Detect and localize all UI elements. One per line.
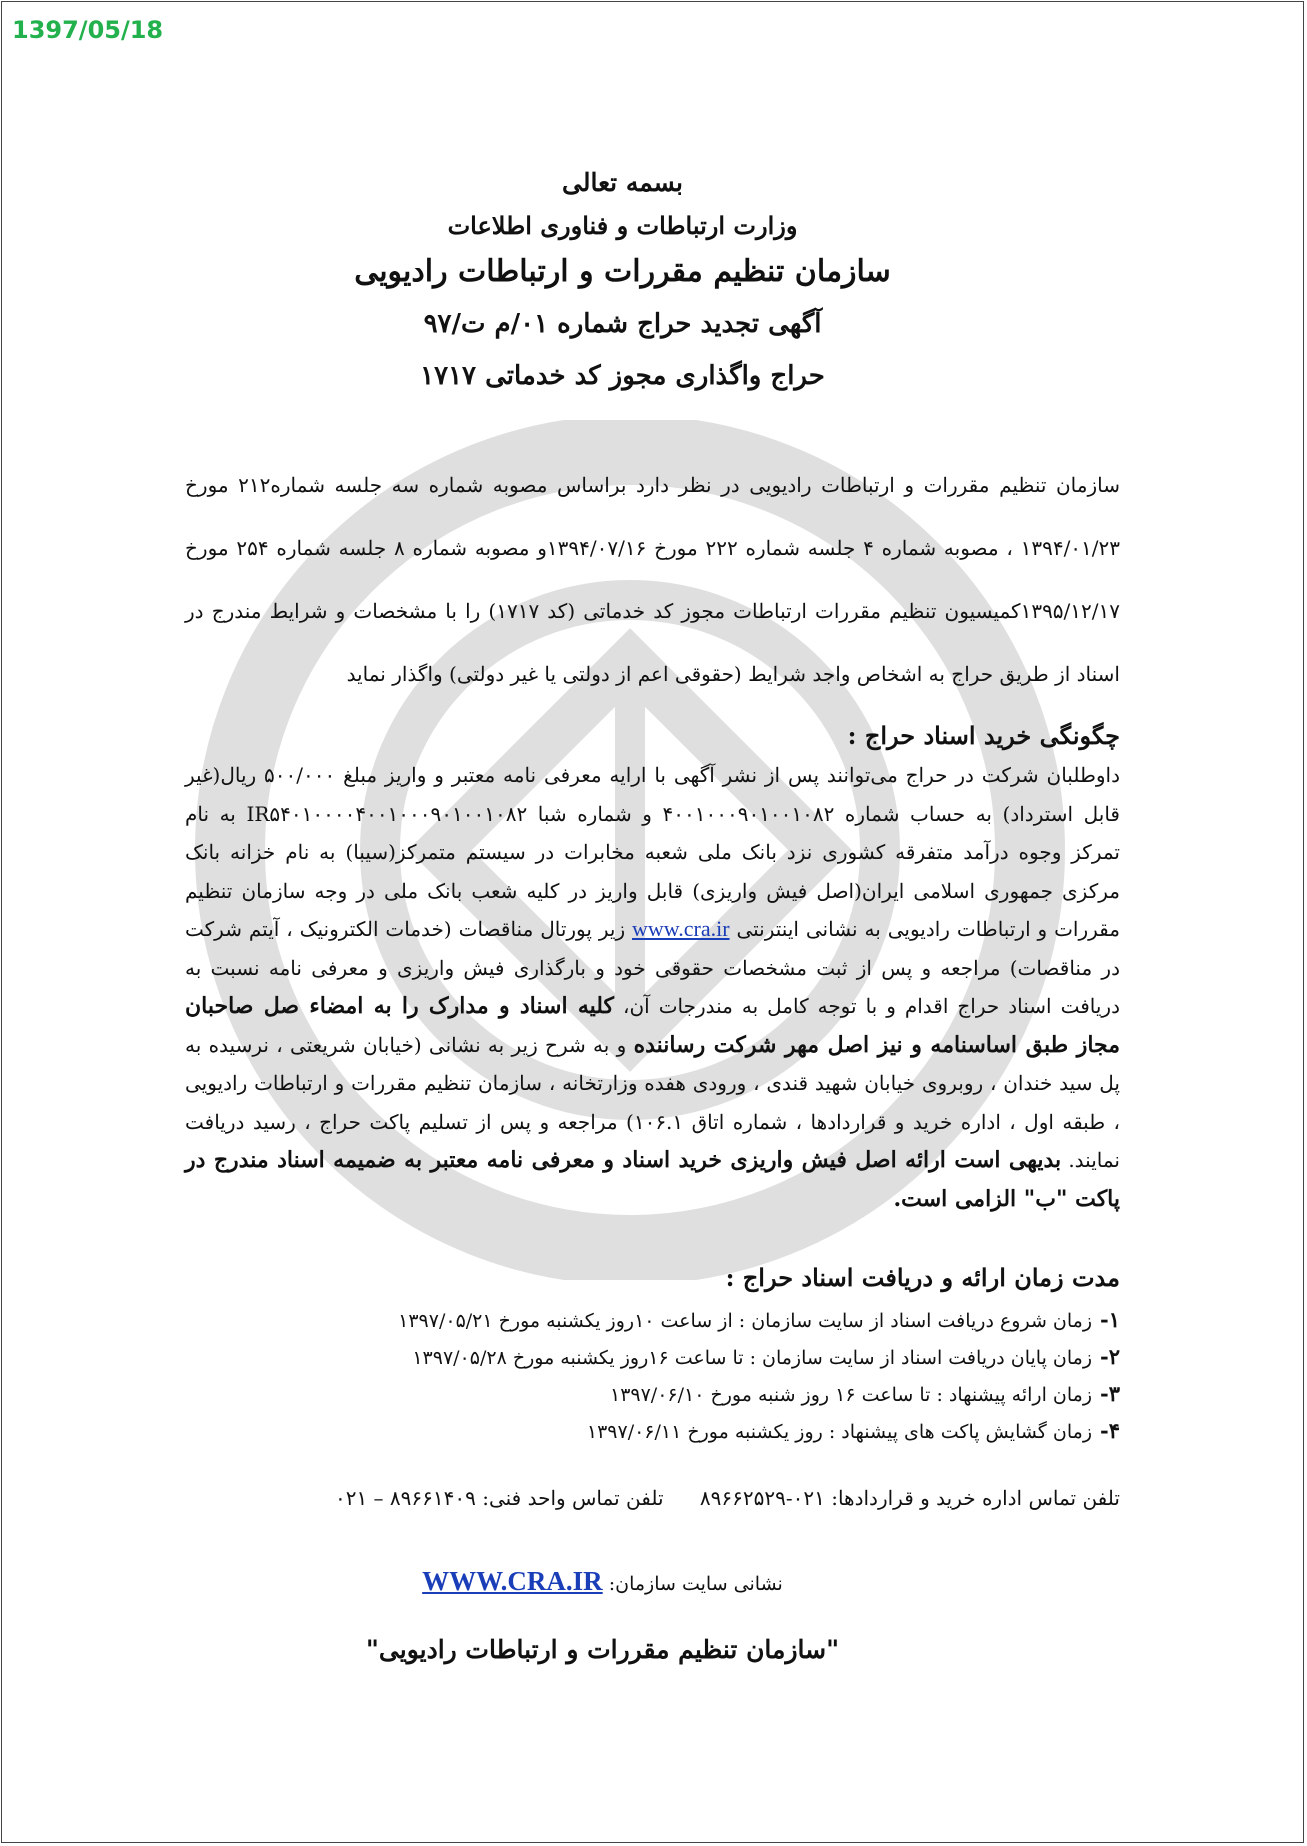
announcement <box>185 160 1120 1664</box>
purchase-bold-1: کلیه اسناد و مدارک را به امضاء صل صاحبان مجاز طبق اساسنامه و نیز اصل مهر شرکت رساننده <box>185 993 1121 1058</box>
purchase-phone: تلفن تماس اداره خرید و قراردادها: ۰۲۱-۸۹۶۶۲۵۲۹ <box>699 1486 1120 1510</box>
auction-subject: حراج واگذاری مجوز کد خدماتی ۱۷۱۷ <box>420 361 825 391</box>
schedule-title: مدت زمان ارائه و دریافت اسناد حراج : <box>725 1263 1120 1292</box>
cra-link[interactable]: www.cra.ir <box>632 916 730 941</box>
signature: "سازمان تنظیم مقررات و ارتباطات رادیویی" <box>365 1635 840 1664</box>
contact-phones <box>185 1480 1120 1516</box>
purchase-bold-2: بدیهی است ارائه اصل فیش واریزی خرید اسناد و معرفی نامه معتبر به ضمیمه اسناد مندرج در پاکت "ب" الزامی است. <box>185 1147 1120 1212</box>
purchase-title: چگونگی خرید اسناد حراج : <box>847 721 1120 750</box>
list-item: ۱-زمان شروع دریافت اسناد از سایت سازمان : از ساعت ۱۰روز یکشنبه مورخ ۱۳۹۷/۰۵/۲۱ <box>398 1307 1120 1332</box>
date-stamp: 1397/05/18 <box>12 16 164 44</box>
website-line <box>185 1566 1020 1597</box>
organization-name: سازمان تنظیم مقررات و ارتباطات رادیویی <box>354 254 891 289</box>
technical-phone: تلفن تماس واحد فنی: ۸۹۶۶۱۴۰۹ – ۰۲۱ <box>334 1486 664 1510</box>
auction-number: آگهی تجدید حراج شماره ۰۱/م ت/۹۷ <box>423 309 822 339</box>
purchase-paragraph <box>185 756 1120 1218</box>
purchase-text-2: زیر پورتال مناقصات (خدمات الکترونیک ، آیتم شرکت در مناقصات) مراجعه و پس از ثبت مشخصات حقوقی خود و بارگذاری فیش واریزی و معرفی نامه نسبت به دریافت اسناد حراج اقدام و با توجه کامل به مندرجات آن، <box>185 917 1120 1018</box>
schedule-list <box>185 1302 1120 1450</box>
list-item: ۳-زمان ارائه پیشنهاد : تا ساعت ۱۶ روز شنبه مورخ ۱۳۹۷/۰۶/۱۰ <box>609 1381 1120 1406</box>
website-link[interactable]: WWW.CRA.IR <box>422 1566 603 1596</box>
purchase-text-1: داوطلبان شرکت در حراج می‌توانند پس از نشر آگهی با ارایه معرفی نامه معتبر و واریز مبلغ ۵۰۰/۰۰۰ ریال(غیر قابل استرداد) به حساب شماره ۴۰۰۱۰۰۰۹۰۱۰۰۱۰۸۲ و شماره شبا IR۵۴۰۱۰۰۰۰۴۰۰۱۰۰۰۹۰۱۰۰۱۰۸۲ به نام تمرکز وجوه درآمد متفرقه کشوری نزد بانک ملی شعبه مخابرات در سیستم متمرکز(سیبا) به نام خزانه بانک مرکزی جمهوری اسلامی ایران(اصل فیش واریزی) قابل واریز در کلیه شعب بانک ملی در وجه سازمان تنظیم مقررات و ارتباطات رادیویی به نشانی اینترنتی <box>185 763 1121 941</box>
header <box>185 160 1060 402</box>
ministry-name: وزارت ارتباطات و فناوری اطلاعات <box>447 211 798 240</box>
bismillah: بسمه تعالی <box>562 168 683 197</box>
website-label: نشانی سایت سازمان: <box>608 1573 783 1595</box>
list-item: ۴-زمان گشایش پاکت های پیشنهاد : روز یکشنبه مورخ ۱۳۹۷/۰۶/۱۱ <box>586 1418 1120 1443</box>
purchase-text-3: و به شرح زیر به نشانی (خیابان شریعتی ، نرسیده به پل سید خندان ، روبروی خیابان شهید قندی ، ورودی هفده وزارتخانه ، سازمان تنظیم مقررات و ارتباطات رادیویی ، طبقه اول ، اداره خرید و قراردادها ، شماره اتاق ۱۰۶.۱) مراجعه و پس از تسلیم پاکت حراج ، رسید دریافت نمایند. <box>185 1032 1121 1172</box>
list-item: ۲-زمان پایان دریافت اسناد از سایت سازمان : تا ساعت ۱۶روز یکشنبه مورخ ۱۳۹۷/۰۵/۲۸ <box>412 1344 1120 1369</box>
intro-paragraph: سازمان تنظیم مقررات و ارتباطات رادیویی در نظر دارد براساس مصوبه شماره سه جلسه شماره۲۱۲ مورخ ۱۳۹۴/۰۱/۲۳ ، مصوبه شماره ۴ جلسه شماره ۲۲۲ مورخ ۱۳۹۴/۰۷/۱۶و مصوبه شماره ۸ جلسه شماره ۲۵۴ مورخ ۱۳۹۵/۱۲/۱۷کمیسیون تنظیم مقررات ارتباطات مجوز کد خدماتی (کد ۱۷۱۷) را با مشخصات و شرایط مندرج در اسناد از طریق حراج به اشخاص واجد شرایط (حقوقی اعم از دولتی یا غیر دولتی) واگذار نماید <box>185 473 1121 686</box>
